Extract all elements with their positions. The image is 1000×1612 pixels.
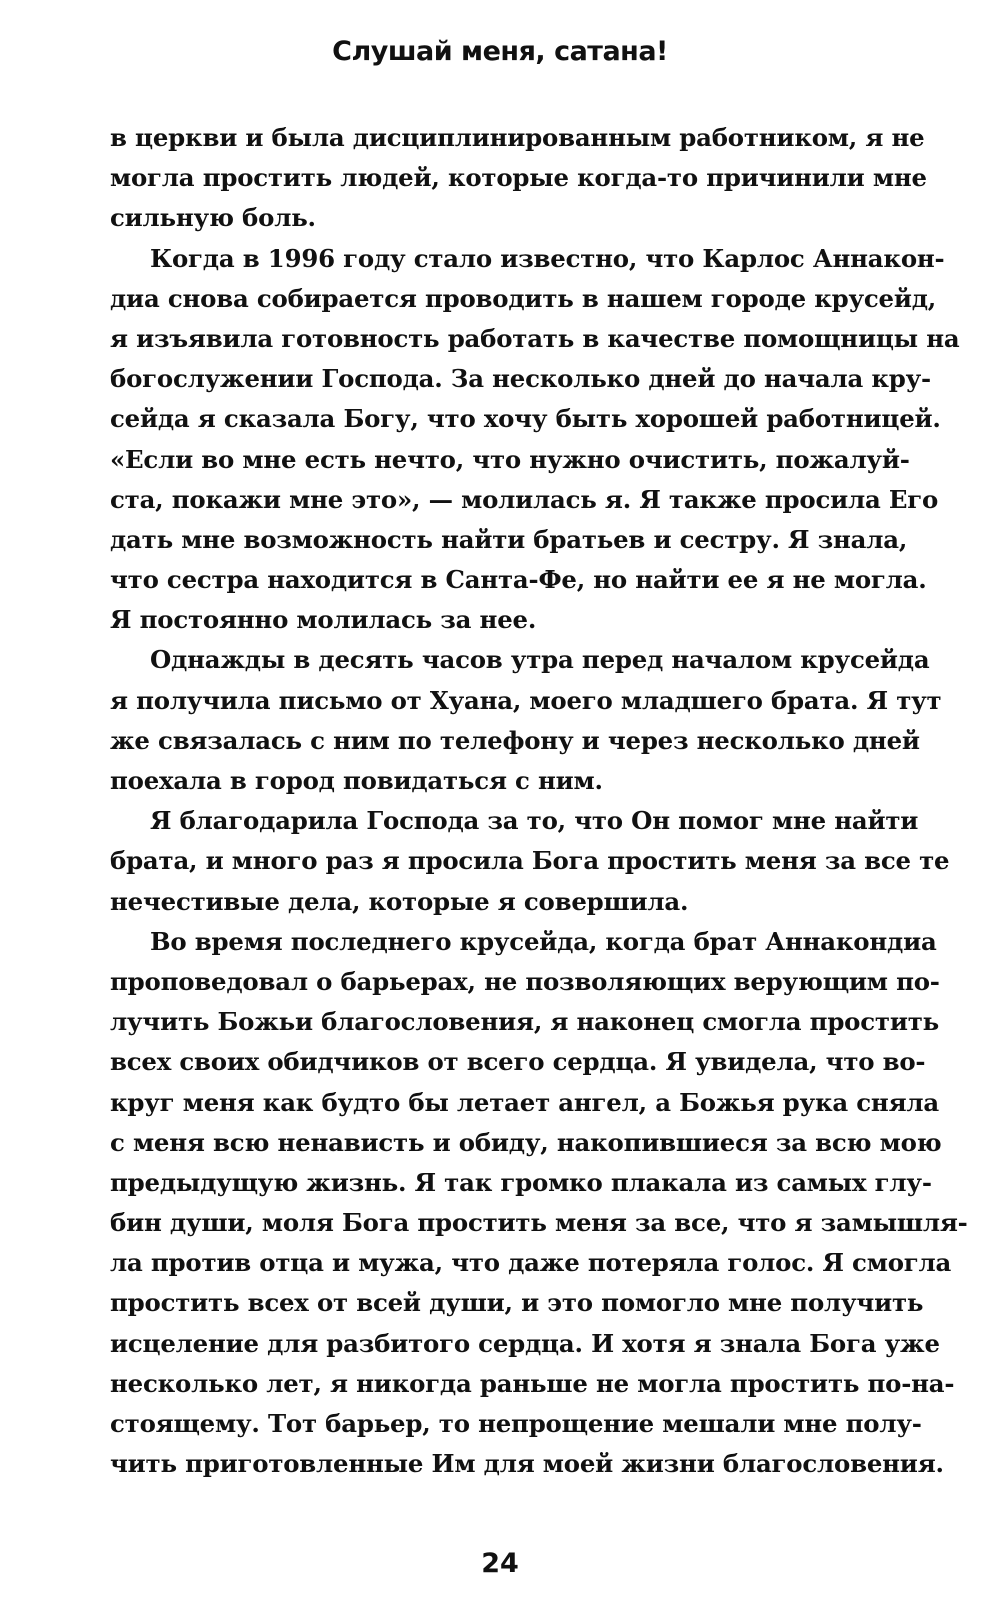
text-line: же связалась с ним по телефону и через несколько дней bbox=[110, 725, 920, 755]
text-line: проповедовал о барьерах, не позволяющих верующим по- bbox=[110, 966, 940, 996]
text-line: ста, покажи мне это», — молилась я. Я также просила Его bbox=[110, 484, 939, 514]
text-line: Я постоянно молилась за нее. bbox=[110, 605, 537, 635]
text-line: с меня всю ненависть и обиду, накопившиеся за всю мою bbox=[110, 1127, 942, 1157]
text-line: исцеление для разбитого сердца. И хотя я знала Бога уже bbox=[110, 1328, 940, 1358]
text-line: Я благодарила Господа за то, что Он помог мне найти bbox=[150, 806, 919, 836]
page-number: 24 bbox=[481, 1548, 519, 1579]
running-title: Слушай меня, сатана! bbox=[332, 36, 668, 67]
text-line: брата, и много раз я просила Бога простить меня за все те bbox=[110, 846, 950, 876]
text-line: несколько лет, я никогда раньше не могла простить по-на- bbox=[110, 1368, 955, 1398]
text-line: лучить Божьи благословения, я наконец смогла простить bbox=[110, 1007, 939, 1037]
text-line: «Если во мне есть нечто, что нужно очистить, пожалуй- bbox=[110, 444, 910, 474]
text-line: что сестра находится в Санта-Фе, но найти ее я не могла. bbox=[110, 565, 927, 595]
text-line: круг меня как будто бы летает ангел, а Божья рука сняла bbox=[110, 1087, 939, 1117]
text-line: ла против отца и мужа, что даже потеряла голос. Я смогла bbox=[110, 1248, 952, 1278]
text-line: Когда в 1996 году стало известно, что Карлос Аннакон- bbox=[150, 243, 945, 273]
text-line: поехала в город повидаться с ним. bbox=[110, 766, 603, 795]
text-line: диа снова собирается проводить в нашем городе крусейд, bbox=[110, 283, 937, 313]
text-line: стоящему. Тот барьер, то непрощение мешали мне полу- bbox=[110, 1409, 922, 1438]
text-line: простить всех от всей души, и это помогло мне получить bbox=[110, 1288, 924, 1318]
text-line: чить приготовленные Им для моей жизни благословения. bbox=[110, 1449, 944, 1479]
text-line: дать мне возможность найти братьев и сестру. Я знала, bbox=[110, 524, 908, 554]
text-line: Однажды в десять часов утра перед началом крусейда bbox=[150, 645, 930, 675]
text-line: бин души, моля Бога простить меня за все, что я замышля- bbox=[110, 1208, 968, 1238]
text-line: богослужении Господа. За несколько дней до начала кру- bbox=[110, 364, 931, 394]
text-line: могла простить людей, которые когда-то причинили мне bbox=[110, 163, 927, 193]
text-line: предыдущую жизнь. Я так громко плакала из самых глу- bbox=[110, 1167, 932, 1197]
body-text bbox=[110, 118, 968, 1484]
text-line: Во время последнего крусейда, когда брат Аннакондиа bbox=[150, 926, 937, 956]
text-line: я получила письмо от Хуана, моего младшего брата. Я тут bbox=[110, 685, 942, 715]
text-line: в церкви и была дисциплинированным работником, я не bbox=[110, 123, 925, 152]
text-line: сильную боль. bbox=[110, 203, 316, 233]
text-line: я изъявила готовность работать в качестве помощницы на bbox=[110, 323, 960, 353]
text-line: сейда я сказала Богу, что хочу быть хорошей работницей. bbox=[110, 404, 941, 434]
text-line: нечестивые дела, которые я совершила. bbox=[110, 886, 689, 916]
text-line: всех своих обидчиков от всего сердца. Я увидела, что во- bbox=[110, 1047, 926, 1077]
